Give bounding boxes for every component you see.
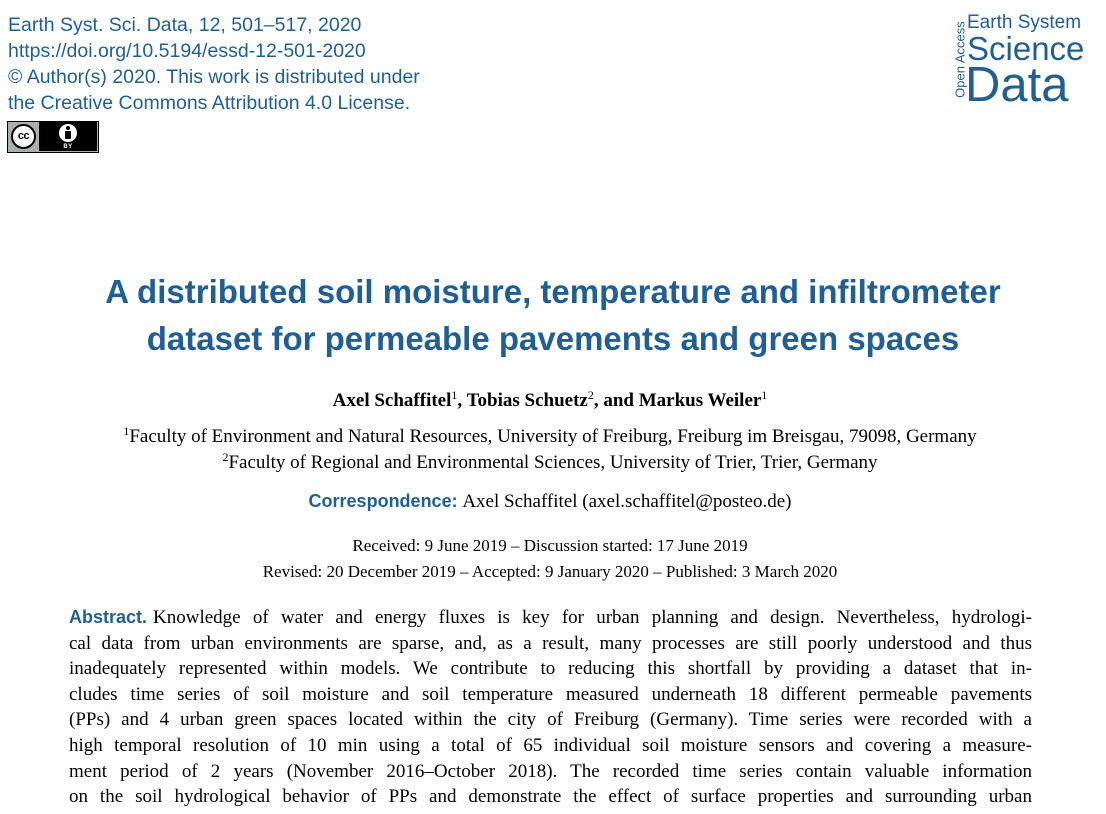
abstract-line — [69, 605, 1032, 631]
affiliation-item — [0, 450, 1100, 476]
abstract-line: on the soil hydrological behavior of PPs and demonstrate the effect of surface properties and surrounding urban — [69, 786, 1032, 808]
abstract-line-text: Knowledge of water and energy fluxes is key for urban planning and design. Nevertheless, hydrologi- — [153, 607, 1032, 628]
author-separator: , and — [593, 390, 639, 411]
publication-dates — [0, 533, 1100, 585]
citation-block — [8, 12, 420, 116]
author-name: Markus Weiler — [638, 390, 762, 411]
open-access-label: Open Access — [952, 21, 968, 98]
by-label: BY — [63, 144, 73, 150]
abstract-line: cal data from urban environments are sparse, and, as a result, many processes are still poorly understood and thus — [69, 632, 1032, 654]
cc-icon: cc — [11, 124, 36, 149]
journal-logo — [944, 12, 1094, 112]
abstract-line: high temporal resolution of 10 min using a total of 65 individual soil moisture sensors and covering a measure- — [69, 734, 1032, 756]
journal-logo-line3: Data — [965, 58, 1069, 112]
citation-copyright-line: © Author(s) 2020. This work is distributed under — [8, 66, 420, 88]
correspondence-email-link[interactable]: Axel Schaffitel (axel.schaffitel@posteo.de) — [462, 491, 792, 512]
author-separator: , — [457, 390, 467, 411]
abstract — [69, 605, 1032, 810]
abstract-line: inadequately represented within models. We contribute to reducing this shortfall by providing a dataset that in- — [69, 658, 1032, 680]
person-icon — [59, 124, 77, 142]
abstract-label: Abstract. — [69, 607, 148, 627]
author-name: Tobias Schuetz — [466, 390, 588, 411]
abstract-line: cludes time series of soil moisture and soil temperature measured underneath 18 different permeable pavements — [69, 683, 1032, 705]
paper-title-line: dataset for permeable pavements and green spaces — [146, 320, 960, 357]
dates-line: Received: 9 June 2019 – Discussion started: 17 June 2019 — [352, 536, 748, 555]
journal-logo-line2: Science — [967, 30, 1085, 67]
paper-title — [0, 268, 1106, 362]
by-strip — [39, 122, 97, 151]
correspondence-label: Correspondence: — [308, 491, 458, 511]
cc-by-license-badge[interactable] — [7, 121, 99, 153]
author-affil-mark: 1 — [451, 388, 458, 402]
affiliation-number: 2 — [222, 450, 229, 464]
author-affil-mark: 2 — [587, 388, 594, 402]
author-list — [0, 386, 1100, 416]
dates-line: Revised: 20 December 2019 – Accepted: 9 January 2020 – Published: 3 March 2020 — [262, 562, 838, 581]
author-name: Axel Schaffitel — [332, 390, 452, 411]
affiliation-list — [0, 424, 1100, 476]
author-affil-mark: 1 — [761, 388, 768, 402]
journal-logo-line1: Earth System — [967, 12, 1082, 33]
citation-doi-link[interactable]: https://doi.org/10.5194/essd-12-501-2020 — [8, 40, 366, 62]
paper-title-line: A distributed soil moisture, temperature and infiltrometer — [105, 273, 1001, 310]
affiliation-text: Faculty of Environment and Natural Resources, University of Freiburg, Freiburg im Breisgau, 79098, Germany — [129, 426, 977, 447]
citation-journal-line: Earth Syst. Sci. Data, 12, 501–517, 2020 — [8, 14, 362, 36]
correspondence — [0, 488, 1100, 515]
affiliation-number: 1 — [123, 424, 130, 438]
abstract-line: (PPs) and 4 urban green spaces located within the city of Freiburg (Germany). Time series were recorded with a — [69, 709, 1032, 731]
affiliation-text: Faculty of Regional and Environmental Sciences, University of Trier, Trier, Germany — [228, 452, 878, 473]
affiliation-item — [0, 424, 1100, 450]
abstract-line: ment period of 2 years (November 2016–October 2018). The recorded time series contain valuable information — [69, 760, 1032, 782]
citation-license-line: the Creative Commons Attribution 4.0 License. — [8, 92, 411, 114]
